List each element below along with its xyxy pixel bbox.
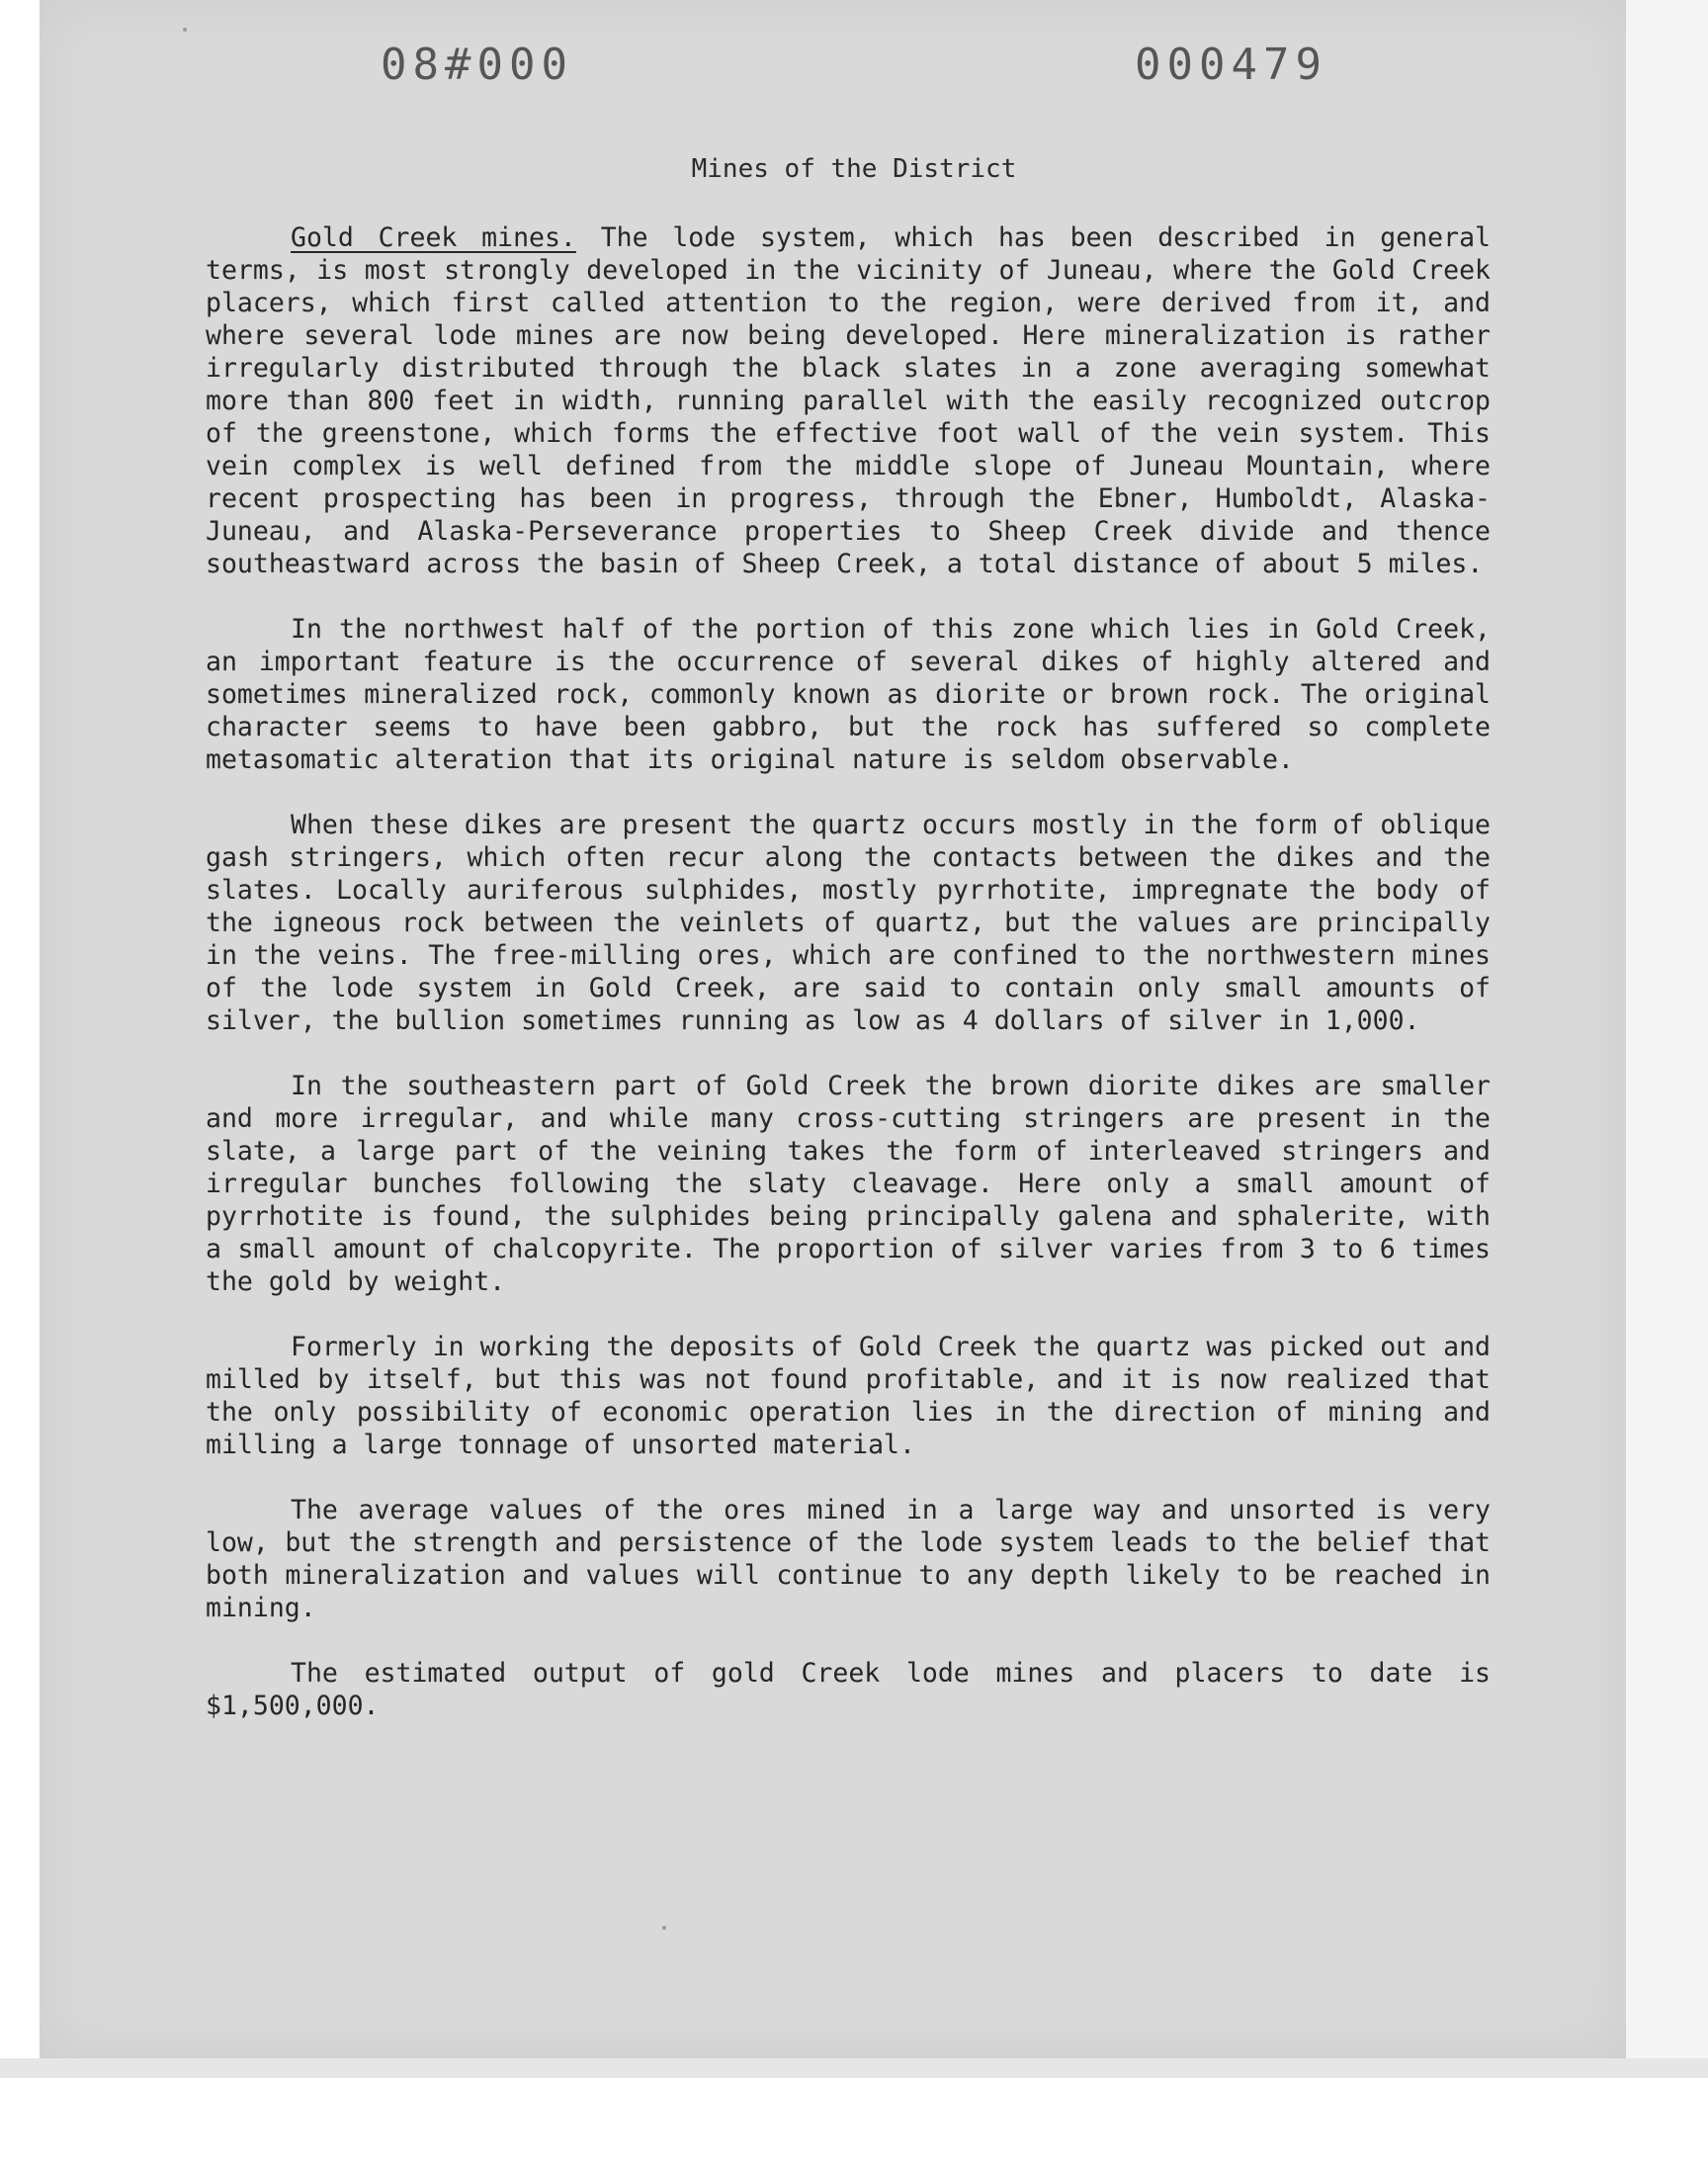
scan-margin-right: [1626, 0, 1708, 2078]
paragraph: [206, 1331, 1491, 1461]
paragraph-text: When these dikes are present the quartz occurs mostly in the form of oblique gash stringers, which often recur along the contacts between the dikes and the slates. Locally auriferous sulphides, mostly pyrrhotite, impregnate the body of the igneous rock between the veinlets of quartz, but the values are principally in the veins. The free-milling ores, which are confined to the northwestern mines of the lode system in Gold Creek, are said to contain only small amounts of silver, the bullion sometimes running as low as 4 dollars of silver in 1,000.: [206, 810, 1491, 1036]
paragraph: [206, 1494, 1491, 1624]
document-body: [206, 221, 1491, 1722]
page-title: Mines of the District: [691, 154, 1017, 184]
document-stamp-right: 000479: [1135, 40, 1327, 90]
paragraph-text: In the northwest half of the portion of this zone which lies in Gold Creek, an important feature is the occurrence of several dikes of highly altered and sometimes mineralized rock, commonly known as diorite or brown rock. The original character seems to have been gabbro, but the rock has suffered so complete metasomatic alteration that its original nature is seldom observable.: [206, 614, 1491, 775]
paragraph-lead-heading: Gold Creek mines.: [291, 222, 576, 253]
paragraph: [206, 613, 1491, 776]
paragraph-text: The lode system, which has been described in general terms, is most strongly developed in the vicinity of Juneau, where the Gold Creek placers, which first called attention to the region, were derived from it, and where several lode mines are now being developed. Here mineralization is rather irregularly distributed through the black slates in a zone averaging somewhat more than 800 feet in width, running parallel with the easily recognized outcrop of the greenstone, which forms the effective foot wall of the vein system. This vein complex is well defined from the middle slope of Juneau Mountain, where recent prospecting has been in progress, through the Ebner, Humboldt, Alaska-Juneau, and Alaska-Perseverance properties to Sheep Creek divide and thence southeastward across the basin of Sheep Creek, a total distance of about 5 miles.: [206, 222, 1491, 579]
paragraph: [206, 1657, 1491, 1722]
document-stamp-left: 08#000: [381, 40, 573, 90]
scan-speck: [183, 28, 187, 32]
paragraph: [206, 221, 1491, 580]
paragraph-text: Formerly in working the deposits of Gold Creek the quartz was picked out and milled by itself, but this was not found profitable, and it is now realized that the only possibility of economic operation lies in the direction of mining and milling a large tonnage of unsorted material.: [206, 1332, 1491, 1460]
paragraph-text: In the southeastern part of Gold Creek the brown diorite dikes are smaller and more irregular, and while many cross-cutting stringers are present in the slate, a large part of the veining takes the form of interleaved stringers and irregular bunches following the slaty cleavage. Here only a small amount of pyrrhotite is found, the sulphides being principally galena and sphalerite, with a small amount of chalcopyrite. The proportion of silver varies from 3 to 6 times the gold by weight.: [206, 1071, 1491, 1297]
paragraph: [206, 809, 1491, 1037]
paragraph-text: The average values of the ores mined in a large way and unsorted is very low, but the strength and persistence of the lode system leads to the belief that both mineralization and values will continue to any depth likely to be reached in mining.: [206, 1495, 1491, 1623]
paragraph: [206, 1070, 1491, 1298]
paragraph-text: The estimated output of gold Creek lode mines and placers to date is $1,500,000.: [206, 1658, 1491, 1721]
scan-margin-bottom: [0, 2058, 1708, 2078]
scan-speck: [662, 1926, 666, 1930]
